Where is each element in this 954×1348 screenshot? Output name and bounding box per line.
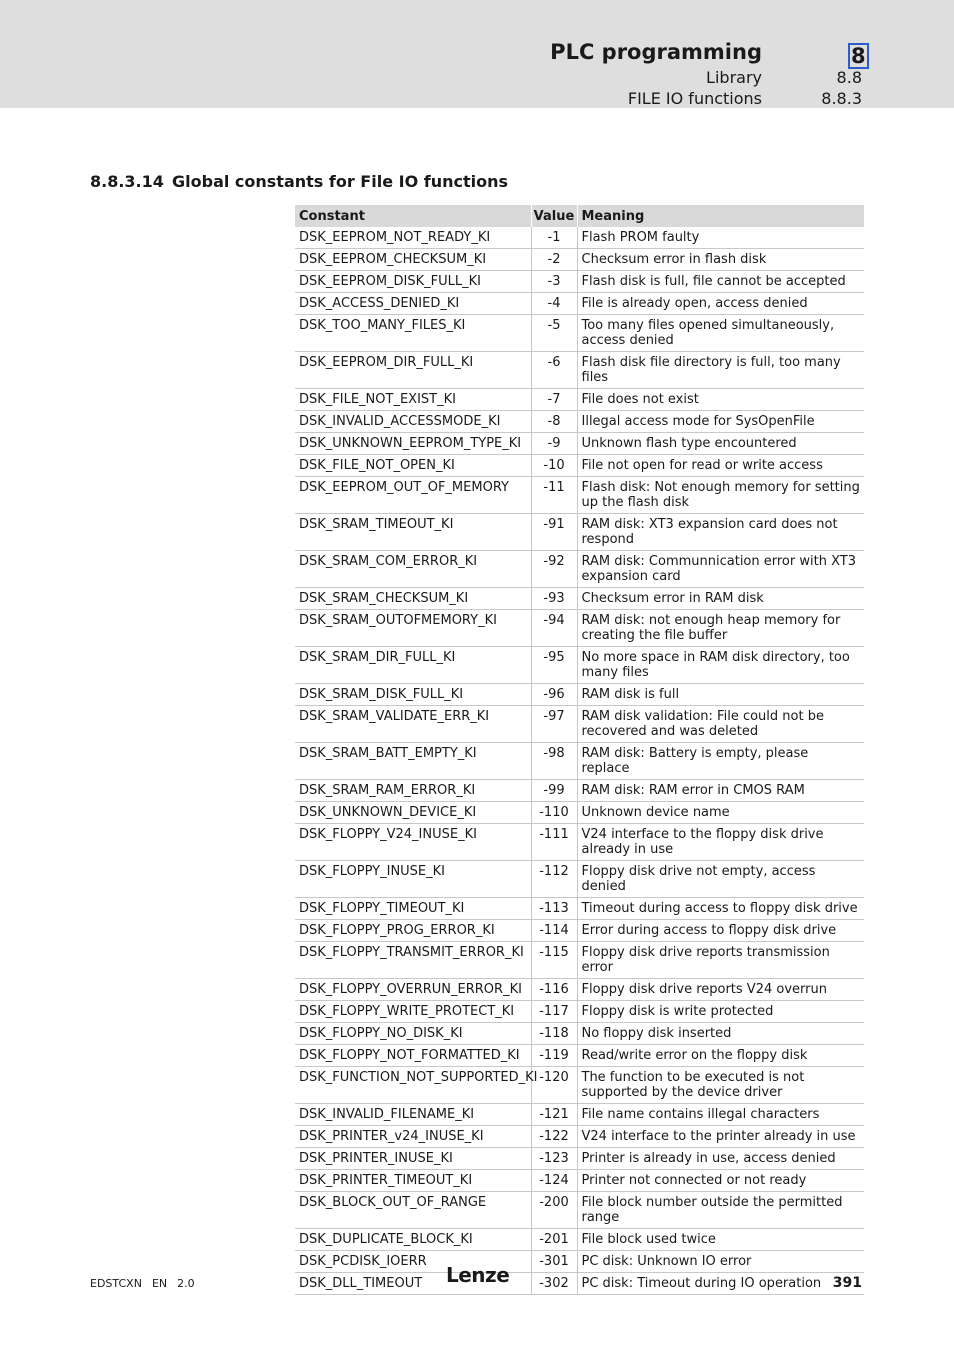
meaning-cell: Floppy disk is write protected <box>577 1001 864 1023</box>
table-row <box>295 514 864 551</box>
value-cell: -121 <box>531 1104 577 1126</box>
meaning-cell: Too many files opened simultaneously, access denied <box>577 315 864 352</box>
table-row <box>295 684 864 706</box>
constant-cell: DSK_SRAM_DISK_FULL_KI <box>295 684 531 706</box>
constant-cell: DSK_PRINTER_INUSE_KI <box>295 1148 531 1170</box>
table-row <box>295 942 864 979</box>
constant-cell: DSK_FLOPPY_PROG_ERROR_KI <box>295 920 531 942</box>
meaning-cell: Illegal access mode for SysOpenFile <box>577 411 864 433</box>
table-row <box>295 315 864 352</box>
value-cell: -99 <box>531 780 577 802</box>
constant-cell: DSK_FLOPPY_OVERRUN_ERROR_KI <box>295 979 531 1001</box>
value-cell: -115 <box>531 942 577 979</box>
meaning-cell: File name contains illegal characters <box>577 1104 864 1126</box>
value-cell: -96 <box>531 684 577 706</box>
value-cell: -5 <box>531 315 577 352</box>
subchapter-label: Library <box>706 68 762 87</box>
meaning-cell: RAM disk validation: File could not be recovered and was deleted <box>577 706 864 743</box>
meaning-cell: Floppy disk drive reports transmission error <box>577 942 864 979</box>
meaning-cell: File not open for read or write access <box>577 455 864 477</box>
meaning-cell: RAM disk is full <box>577 684 864 706</box>
table-row <box>295 743 864 780</box>
table-row <box>295 861 864 898</box>
column-header-value: Value <box>531 205 577 227</box>
meaning-cell: File is already open, access denied <box>577 293 864 315</box>
constant-cell: DSK_UNKNOWN_DEVICE_KI <box>295 802 531 824</box>
meaning-cell: File block used twice <box>577 1229 864 1251</box>
meaning-cell: PC disk: Unknown IO error <box>577 1251 864 1273</box>
table-row <box>295 389 864 411</box>
value-cell: -95 <box>531 647 577 684</box>
value-cell: -98 <box>531 743 577 780</box>
value-cell: -113 <box>531 898 577 920</box>
constant-cell: DSK_EEPROM_OUT_OF_MEMORY <box>295 477 531 514</box>
value-cell: -97 <box>531 706 577 743</box>
table-row <box>295 1001 864 1023</box>
value-cell: -94 <box>531 610 577 647</box>
table-row <box>295 780 864 802</box>
constant-cell: DSK_PCDISK_IOERR <box>295 1251 531 1273</box>
table-row <box>295 1126 864 1148</box>
table-row <box>295 706 864 743</box>
constant-cell: DSK_EEPROM_CHECKSUM_KI <box>295 249 531 271</box>
constant-cell: DSK_SRAM_CHECKSUM_KI <box>295 588 531 610</box>
value-cell: -118 <box>531 1023 577 1045</box>
value-cell: -123 <box>531 1148 577 1170</box>
constant-cell: DSK_INVALID_FILENAME_KI <box>295 1104 531 1126</box>
table-row <box>295 455 864 477</box>
table-row <box>295 1229 864 1251</box>
chapter-number-link[interactable]: 8 <box>848 43 869 69</box>
table-row <box>295 1192 864 1229</box>
meaning-cell: Timeout during access to floppy disk drive <box>577 898 864 920</box>
value-cell: -9 <box>531 433 577 455</box>
table-row <box>295 1170 864 1192</box>
value-cell: -11 <box>531 477 577 514</box>
page-number: 391 <box>832 1275 862 1291</box>
column-header-meaning: Meaning <box>577 205 864 227</box>
meaning-cell: File block number outside the permitted range <box>577 1192 864 1229</box>
column-header-constant: Constant <box>295 205 531 227</box>
meaning-cell: V24 interface to the floppy disk drive already in use <box>577 824 864 861</box>
table-row <box>295 271 864 293</box>
constant-cell: DSK_SRAM_OUTOFMEMORY_KI <box>295 610 531 647</box>
table-row <box>295 588 864 610</box>
meaning-cell: Checksum error in RAM disk <box>577 588 864 610</box>
doc-id: EDSTCXN <box>90 1277 142 1290</box>
constant-cell: DSK_FUNCTION_NOT_SUPPORTED_KI <box>295 1067 531 1104</box>
table-row <box>295 1148 864 1170</box>
meaning-cell: Flash disk: Not enough memory for setting up the flash disk <box>577 477 864 514</box>
value-cell: -124 <box>531 1170 577 1192</box>
meaning-cell: Error during access to floppy disk drive <box>577 920 864 942</box>
value-cell: -4 <box>531 293 577 315</box>
constant-cell: DSK_EEPROM_DIR_FULL_KI <box>295 352 531 389</box>
value-cell: -114 <box>531 920 577 942</box>
chapter-title: PLC programming <box>550 40 762 64</box>
doc-language: EN <box>151 1277 168 1290</box>
value-cell: -1 <box>531 227 577 249</box>
table-row <box>295 477 864 514</box>
constant-cell: DSK_ACCESS_DENIED_KI <box>295 293 531 315</box>
constant-cell: DSK_PRINTER_v24_INUSE_KI <box>295 1126 531 1148</box>
value-cell: -110 <box>531 802 577 824</box>
meaning-cell: RAM disk: Battery is empty, please replace <box>577 743 864 780</box>
meaning-cell: No more space in RAM disk directory, too many files <box>577 647 864 684</box>
value-cell: -200 <box>531 1192 577 1229</box>
section-heading <box>90 172 508 191</box>
meaning-cell: Flash PROM faulty <box>577 227 864 249</box>
value-cell: -92 <box>531 551 577 588</box>
value-cell: -111 <box>531 824 577 861</box>
value-cell: -2 <box>531 249 577 271</box>
meaning-cell: RAM disk: not enough heap memory for creating the file buffer <box>577 610 864 647</box>
meaning-cell: Printer is already in use, access denied <box>577 1148 864 1170</box>
constant-cell: DSK_SRAM_RAM_ERROR_KI <box>295 780 531 802</box>
meaning-cell: PC disk: Timeout during IO operation <box>577 1273 864 1295</box>
constant-cell: DSK_FLOPPY_TRANSMIT_ERROR_KI <box>295 942 531 979</box>
subchapter-number: 8.8 <box>836 68 862 87</box>
table-header-row <box>295 205 864 227</box>
value-cell: -112 <box>531 861 577 898</box>
meaning-cell: Floppy disk drive not empty, access denied <box>577 861 864 898</box>
table-row <box>295 979 864 1001</box>
page-header <box>0 0 954 108</box>
table-row <box>295 1023 864 1045</box>
meaning-cell: RAM disk: RAM error in CMOS RAM <box>577 780 864 802</box>
meaning-cell: Unknown device name <box>577 802 864 824</box>
meaning-cell: Read/write error on the floppy disk <box>577 1045 864 1067</box>
meaning-cell: Unknown flash type encountered <box>577 433 864 455</box>
table-body <box>295 227 864 1295</box>
table-row <box>295 824 864 861</box>
table-row <box>295 1045 864 1067</box>
value-cell: -3 <box>531 271 577 293</box>
footer-doc-info <box>90 1277 205 1290</box>
table-row <box>295 293 864 315</box>
meaning-cell: V24 interface to the printer already in use <box>577 1126 864 1148</box>
constant-cell: DSK_BLOCK_OUT_OF_RANGE <box>295 1192 531 1229</box>
constant-cell: DSK_PRINTER_TIMEOUT_KI <box>295 1170 531 1192</box>
table-row <box>295 1067 864 1104</box>
constant-cell: DSK_SRAM_DIR_FULL_KI <box>295 647 531 684</box>
table-row <box>295 433 864 455</box>
meaning-cell: The function to be executed is not supported by the device driver <box>577 1067 864 1104</box>
value-cell: -117 <box>531 1001 577 1023</box>
constant-cell: DSK_SRAM_COM_ERROR_KI <box>295 551 531 588</box>
value-cell: -10 <box>531 455 577 477</box>
value-cell: -8 <box>531 411 577 433</box>
constant-cell: DSK_FILE_NOT_OPEN_KI <box>295 455 531 477</box>
constant-cell: DSK_FLOPPY_NOT_FORMATTED_KI <box>295 1045 531 1067</box>
constant-cell: DSK_DLL_TIMEOUT <box>295 1273 531 1295</box>
constant-cell: DSK_FLOPPY_TIMEOUT_KI <box>295 898 531 920</box>
meaning-cell: Flash disk file directory is full, too many files <box>577 352 864 389</box>
constant-cell: DSK_UNKNOWN_EEPROM_TYPE_KI <box>295 433 531 455</box>
meaning-cell: Flash disk is full, file cannot be accepted <box>577 271 864 293</box>
table-row <box>295 1273 864 1295</box>
value-cell: -201 <box>531 1229 577 1251</box>
value-cell: -122 <box>531 1126 577 1148</box>
constant-cell: DSK_SRAM_TIMEOUT_KI <box>295 514 531 551</box>
value-cell: -301 <box>531 1251 577 1273</box>
constants-table <box>295 205 865 1295</box>
value-cell: -119 <box>531 1045 577 1067</box>
value-cell: -302 <box>531 1273 577 1295</box>
value-cell: -120 <box>531 1067 577 1104</box>
table-row <box>295 352 864 389</box>
table-row <box>295 898 864 920</box>
table-row <box>295 1251 864 1273</box>
constant-cell: DSK_DUPLICATE_BLOCK_KI <box>295 1229 531 1251</box>
value-cell: -116 <box>531 979 577 1001</box>
table-row <box>295 227 864 249</box>
doc-version: 2.0 <box>177 1277 195 1290</box>
meaning-cell: File does not exist <box>577 389 864 411</box>
meaning-cell: Floppy disk drive reports V24 overrun <box>577 979 864 1001</box>
constant-cell: DSK_FLOPPY_V24_INUSE_KI <box>295 824 531 861</box>
constant-cell: DSK_EEPROM_DISK_FULL_KI <box>295 271 531 293</box>
constant-cell: DSK_TOO_MANY_FILES_KI <box>295 315 531 352</box>
table-row <box>295 249 864 271</box>
value-cell: -6 <box>531 352 577 389</box>
value-cell: -93 <box>531 588 577 610</box>
table-row <box>295 920 864 942</box>
constant-cell: DSK_INVALID_ACCESSMODE_KI <box>295 411 531 433</box>
constant-cell: DSK_FILE_NOT_EXIST_KI <box>295 389 531 411</box>
meaning-cell: RAM disk: Communnication error with XT3 expansion card <box>577 551 864 588</box>
meaning-cell: Printer not connected or not ready <box>577 1170 864 1192</box>
value-cell: -91 <box>531 514 577 551</box>
meaning-cell: No floppy disk inserted <box>577 1023 864 1045</box>
section-number: 8.8.3.14 <box>90 172 164 191</box>
table-row <box>295 1104 864 1126</box>
constant-cell: DSK_FLOPPY_WRITE_PROTECT_KI <box>295 1001 531 1023</box>
subsection-label: FILE IO functions <box>627 89 762 108</box>
table-row <box>295 802 864 824</box>
value-cell: -7 <box>531 389 577 411</box>
constant-cell: DSK_EEPROM_NOT_READY_KI <box>295 227 531 249</box>
table-row <box>295 647 864 684</box>
table-row <box>295 411 864 433</box>
lenze-logo: Lenze <box>446 1263 510 1287</box>
meaning-cell: RAM disk: XT3 expansion card does not respond <box>577 514 864 551</box>
table-row <box>295 610 864 647</box>
subsection-number: 8.8.3 <box>821 89 862 108</box>
constant-cell: DSK_FLOPPY_NO_DISK_KI <box>295 1023 531 1045</box>
constant-cell: DSK_FLOPPY_INUSE_KI <box>295 861 531 898</box>
constant-cell: DSK_SRAM_VALIDATE_ERR_KI <box>295 706 531 743</box>
table-row <box>295 551 864 588</box>
constant-cell: DSK_SRAM_BATT_EMPTY_KI <box>295 743 531 780</box>
meaning-cell: Checksum error in flash disk <box>577 249 864 271</box>
section-title: Global constants for File IO functions <box>172 172 509 191</box>
